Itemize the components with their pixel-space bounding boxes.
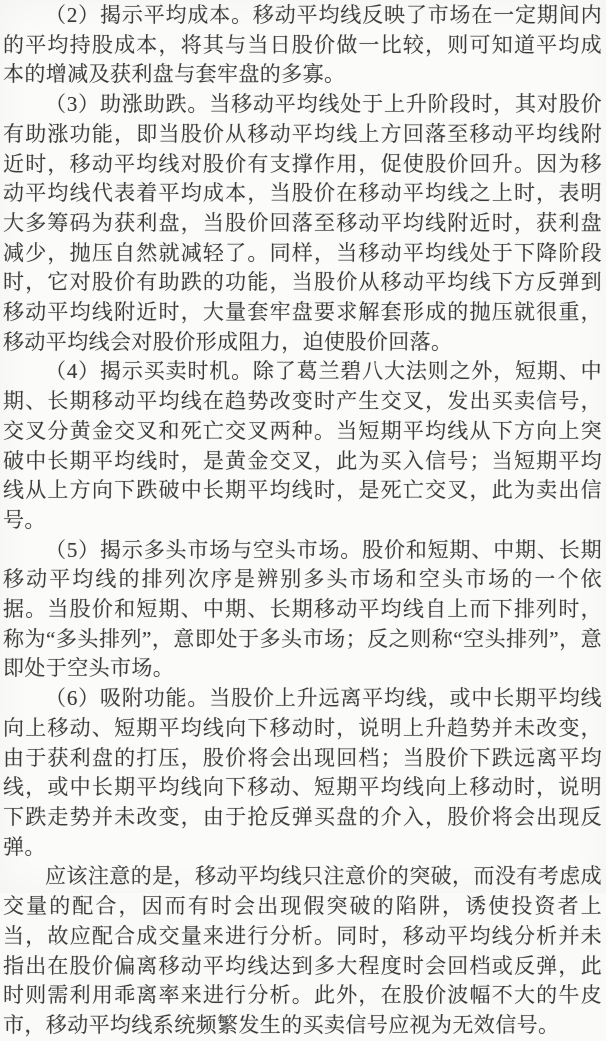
paragraph-boost-rise-fall: （3）助涨助跌。当移动平均线处于上升阶段时，其对股价有助涨功能，即当股价从移动平均线上方回落至移动平均线附近时，移动平均线对股价有支撑作用，促使股价回升。因为移动平均线代表着平均成本，当股价在移动平均线之上时，表明大多筹码为获利盘，当股价回落至移动平均线附近时，获利盘减少，抛压自然就减轻了。同样，当移动平均线处于下降阶段时，它对股价有助跌的功能，当股价从移动平均线下方反弹到移动平均线附近时，大量套牢盘要求解套形成的抛压就很重，移动平均线会对股价形成阻力，迫使股价回落。 <box>3 92 602 354</box>
paragraph-adsorption-function: （6）吸附功能。当股价上升远离平均线，或中长期平均线向上移动、短期平均线向下移动时，说明上升趋势并未改变，由于获利盘的打压，股价将会出现回档；当股价下跌远离平均线，或中长期平均线向下移动、短期平均线向上移动时，说明下跌走势并未改变，由于抢反弹买盘的介入，股价将会出现反弹。 <box>3 686 602 859</box>
paragraph-closing-note: 应该注意的是，移动平均线只注意价的突破，而没有考虑成交量的配合，因而有时会出现假突破的陷阱，诱使投资者上当，故应配合成交量来进行分析。同时，移动平均线分析并未指出在股价偏离移动平均线达到多大程度时会回档或反弹，此时则需利用乖离率来进行分析。此外，在股价波幅不大的牛皮市，移动平均线系统频繁发生的买卖信号应视为无效信号。 <box>3 864 602 1037</box>
paragraph-reveal-trade-timing: （4）揭示买卖时机。除了葛兰碧八大法则之外，短期、中期、长期移动平均线在趋势改变时产生交叉，发出买卖信号，交叉分黄金交叉和死亡交叉两种。当短期平均线从下方向上突破中长期平均线时，是黄金交叉，此为买入信号；当短期平均线从上方向下跌破中长期平均线时，是死亡交叉，此为卖出信号。 <box>3 359 602 532</box>
paragraph-reveal-average-cost: （2）揭示平均成本。移动平均线反映了市场在一定期间内的平均持股成本，将其与当日股价做一比较，则可知道平均成本的增减及获利盘与套牢盘的多寡。 <box>3 3 602 87</box>
paragraph-bull-bear-market: （5）揭示多头市场与空头市场。股价和短期、中期、长期移动平均线的排列次序是辨别多头市场和空头市场的一个依据。当股价和短期、中期、长期移动平均线自上而下排列时，称为“多头排列”，意即处于多头市场；反之则称“空头排列”，意即处于空头市场。 <box>3 537 602 681</box>
